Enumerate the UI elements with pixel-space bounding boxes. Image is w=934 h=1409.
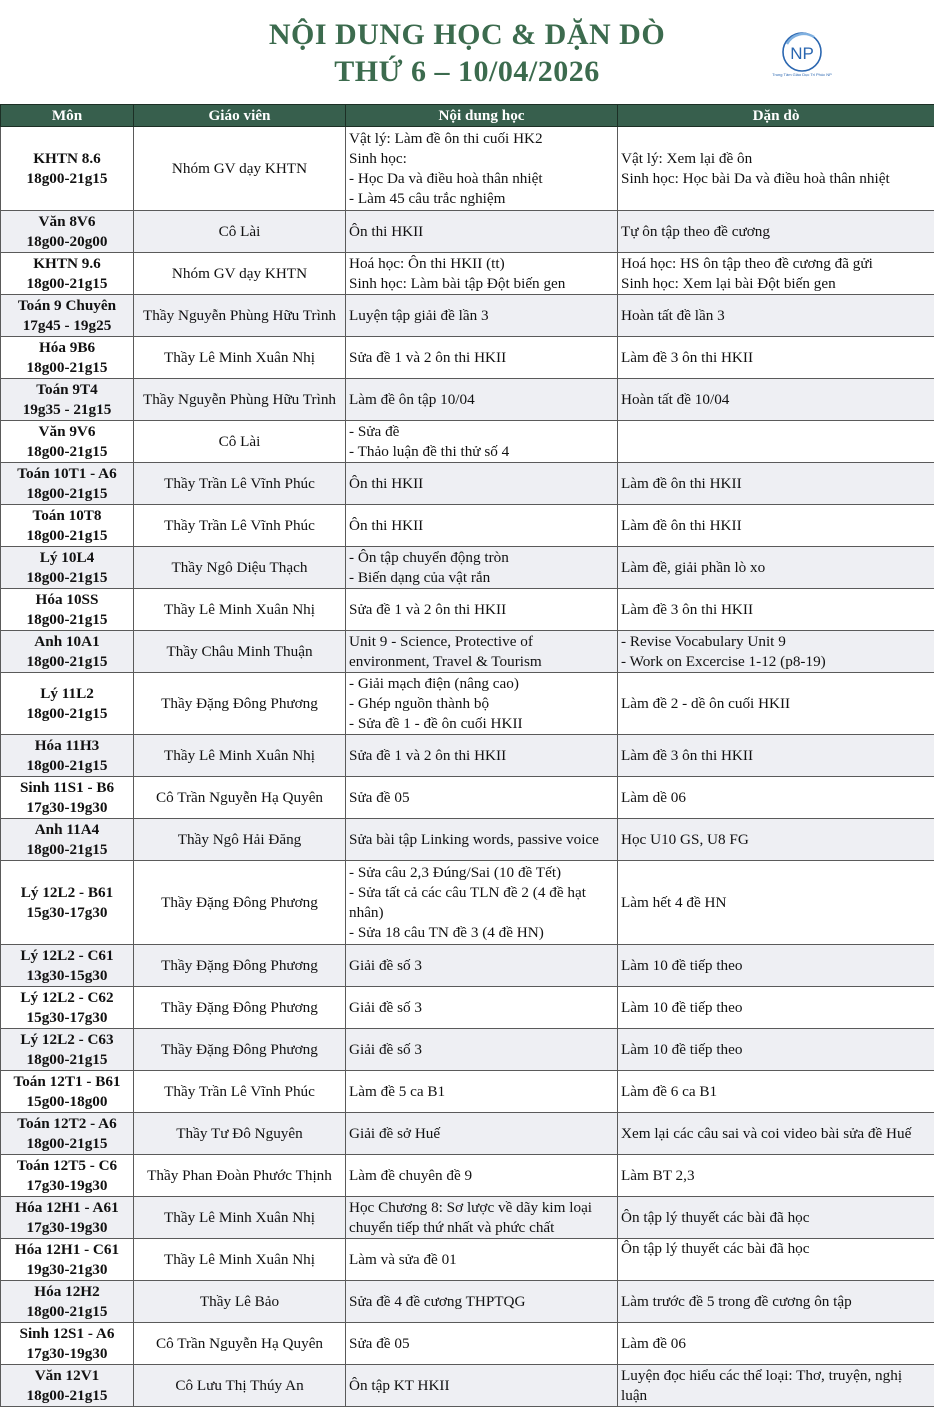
homework-line: Làm 10 đề tiếp theo	[621, 998, 743, 1016]
content-cell	[346, 735, 618, 777]
subject-line: Lý 12L2 - C61	[20, 946, 114, 964]
subject-line: Lý 12L2 - B61	[20, 883, 114, 901]
table-row	[1, 631, 934, 673]
content-cell	[346, 1071, 618, 1113]
content-line: - Làm 45 câu trắc nghiệm	[349, 189, 506, 207]
table-row	[1, 211, 934, 253]
teacher-cell: Cô Lài	[134, 211, 346, 253]
homework-line: Làm trước đề 5 trong đề cương ôn tập	[621, 1292, 852, 1310]
homework-cell	[618, 1029, 934, 1071]
subject-line: Hóa 9B6	[38, 338, 96, 356]
subject-cell	[1, 1281, 134, 1323]
content-line: Ôn tập KT HKII	[349, 1376, 450, 1394]
homework-cell	[618, 211, 934, 253]
subject-line: Hóa 12H1 - C61	[14, 1240, 120, 1258]
subject-line: Toán 10T1 - A6	[17, 464, 117, 482]
content-line: Giải đề số 3	[349, 998, 422, 1016]
subject-cell	[1, 673, 134, 735]
content-line: Sửa đề 1 và 2 ôn thi HKII	[349, 746, 507, 764]
teacher-cell: Thầy Lê Bảo	[134, 1281, 346, 1323]
content-line: - Sửa 18 câu TN đề 3 (4 đề HN)	[349, 923, 544, 941]
subject-line: 17g30-19g30	[26, 1344, 108, 1362]
teacher-cell: Thầy Trần Lê Vĩnh Phúc	[134, 463, 346, 505]
table-row	[1, 337, 934, 379]
teacher-cell: Thầy Đặng Đông Phương	[134, 987, 346, 1029]
teacher-cell: Thầy Lê Minh Xuân Nhị	[134, 1239, 346, 1281]
subject-line: Lý 11L2	[40, 684, 94, 702]
subject-cell	[1, 1071, 134, 1113]
homework-cell	[618, 1071, 934, 1113]
homework-cell	[618, 295, 934, 337]
homework-line: Ôn tập lý thuyết các bài đã học	[621, 1208, 810, 1226]
homework-cell	[618, 505, 934, 547]
homework-cell	[618, 421, 934, 463]
table-row	[1, 777, 934, 819]
subject-line: Toán 12T2 - A6	[17, 1114, 117, 1132]
table-row	[1, 735, 934, 777]
logo-text: NP	[790, 44, 814, 63]
subject-line: 15g30-17g30	[26, 903, 108, 921]
homework-line: Làm đề ôn thi HKII	[621, 516, 742, 534]
content-cell	[346, 463, 618, 505]
teacher-cell: Nhóm GV dạy KHTN	[134, 127, 346, 211]
teacher-cell: Thầy Đặng Đông Phương	[134, 1029, 346, 1071]
subject-line: 19g35 - 21g15	[22, 400, 112, 418]
subject-line: Toán 12T5 - C6	[16, 1156, 118, 1174]
content-line: Làm đề ôn tập 10/04	[349, 390, 475, 408]
table-row	[1, 861, 934, 945]
teacher-cell: Thầy Nguyễn Phùng Hữu Trình	[134, 295, 346, 337]
np-logo-icon	[778, 30, 826, 78]
content-line: - Sửa câu 2,3 Đúng/Sai (10 đề Tết)	[349, 863, 562, 881]
subject-cell	[1, 421, 134, 463]
content-cell	[346, 253, 618, 295]
subject-cell	[1, 1113, 134, 1155]
subject-line: 18g00-21g15	[26, 484, 108, 502]
subject-line: 17g45 - 19g25	[22, 316, 112, 334]
subject-cell	[1, 547, 134, 589]
homework-line: Hoàn tất đề 10/04	[621, 390, 730, 408]
content-line: Sửa đề 1 và 2 ôn thi HKII	[349, 600, 507, 618]
content-cell	[346, 211, 618, 253]
teacher-cell: Thầy Ngô Diệu Thạch	[134, 547, 346, 589]
teacher-cell: Cô Trần Nguyễn Hạ Quyên	[134, 1323, 346, 1365]
subject-line: Lý 12L2 - C63	[20, 1030, 114, 1048]
subject-line: 18g00-21g15	[26, 274, 108, 292]
subject-cell	[1, 127, 134, 211]
subject-cell	[1, 1029, 134, 1071]
column-header-teacher: Giáo viên	[134, 105, 346, 127]
content-cell	[346, 1365, 618, 1407]
subject-line: 18g00-21g15	[26, 756, 108, 774]
homework-line: - Work on Excercise 1-12 (p8-19)	[621, 652, 826, 670]
column-header-subject: Môn	[1, 105, 134, 127]
homework-line: Ôn tập lý thuyết các bài đã học	[621, 1240, 810, 1257]
homework-cell	[618, 735, 934, 777]
column-header-homework: Dặn dò	[618, 105, 934, 127]
subject-line: Anh 11A4	[34, 820, 100, 838]
subject-line: 17g30-19g30	[26, 1176, 108, 1194]
subject-line: 18g00-21g15	[26, 1386, 108, 1404]
content-line: Sửa đề 05	[349, 788, 410, 806]
content-cell	[346, 379, 618, 421]
content-cell	[346, 421, 618, 463]
homework-line: - Revise Vocabulary Unit 9	[621, 632, 786, 650]
content-cell	[346, 1323, 618, 1365]
subject-cell	[1, 505, 134, 547]
teacher-cell: Thầy Đặng Đông Phương	[134, 945, 346, 987]
table-header-row	[1, 105, 934, 127]
homework-line: Tự ôn tập theo đề cương	[621, 222, 770, 240]
table-row	[1, 295, 934, 337]
subject-cell	[1, 463, 134, 505]
subject-line: 17g30-19g30	[26, 798, 108, 816]
teacher-cell: Thầy Lê Minh Xuân Nhị	[134, 735, 346, 777]
page-subtitle-date: THỨ 6 – 10/04/2026	[334, 55, 600, 88]
subject-cell	[1, 861, 134, 945]
subject-line: 15g30-17g30	[26, 1008, 108, 1026]
subject-line: 19g30-21g30	[26, 1260, 108, 1278]
teacher-cell: Cô Lài	[134, 421, 346, 463]
content-cell	[346, 1197, 618, 1239]
teacher-cell: Thầy Lê Minh Xuân Nhị	[134, 589, 346, 631]
homework-line: Làm dề 06	[621, 788, 686, 806]
content-cell	[346, 819, 618, 861]
content-line: Sửa đề 4 đề cương THPTQG	[349, 1292, 526, 1310]
subject-line: 18g00-21g15	[26, 1050, 108, 1068]
subject-cell	[1, 1197, 134, 1239]
homework-cell	[618, 945, 934, 987]
table-body	[1, 127, 934, 1407]
table-row	[1, 1155, 934, 1197]
content-cell	[346, 673, 618, 735]
column-header-content: Nội dung học	[346, 105, 618, 127]
content-cell	[346, 1155, 618, 1197]
subject-line: 18g00-21g15	[26, 1302, 108, 1320]
homework-line: Làm đề 06	[621, 1334, 686, 1352]
subject-line: 18g00-20g00	[26, 232, 108, 250]
content-line: - Học Da và điều hoà thân nhiệt	[349, 169, 543, 187]
homework-cell	[618, 547, 934, 589]
homework-cell	[618, 987, 934, 1029]
subject-line: Toán 10T8	[32, 506, 102, 524]
table-row	[1, 987, 934, 1029]
table-row	[1, 673, 934, 735]
table-row	[1, 379, 934, 421]
content-line: Ôn thi HKII	[349, 222, 424, 240]
subject-line: Văn 12V1	[34, 1366, 100, 1384]
teacher-cell: Thầy Phan Đoàn Phước Thịnh	[134, 1155, 346, 1197]
subject-line: 18g00-21g15	[26, 704, 108, 722]
table-row	[1, 253, 934, 295]
teacher-cell: Cô Trần Nguyễn Hạ Quyên	[134, 777, 346, 819]
content-cell	[346, 337, 618, 379]
subject-line: Toán 9 Chuyên	[17, 296, 117, 314]
homework-line: Xem lại các câu sai và coi video bài sửa đề Huế	[621, 1124, 912, 1142]
table-row	[1, 505, 934, 547]
subject-line: 18g00-21g15	[26, 526, 108, 544]
subject-line: Văn 9V6	[38, 422, 96, 440]
homework-cell	[618, 589, 934, 631]
content-line: Sửa đề 05	[349, 1334, 410, 1352]
subject-line: 15g00-18g00	[26, 1092, 108, 1110]
homework-cell	[618, 673, 934, 735]
content-line: Sinh học:	[349, 149, 407, 167]
homework-cell	[618, 127, 934, 211]
teacher-cell: Thầy Trần Lê Vĩnh Phúc	[134, 505, 346, 547]
subject-cell	[1, 819, 134, 861]
content-cell	[346, 1239, 618, 1281]
homework-line: Làm hết 4 đề HN	[621, 893, 727, 911]
content-line: Ôn thi HKII	[349, 474, 424, 492]
subject-line: Hóa 12H2	[34, 1282, 100, 1300]
subject-cell	[1, 253, 134, 295]
subject-line: 18g00-21g15	[26, 610, 108, 628]
table-row	[1, 1323, 934, 1365]
homework-cell	[618, 1197, 934, 1239]
subject-cell	[1, 589, 134, 631]
subject-cell	[1, 777, 134, 819]
content-line: Unit 9 - Science, Protective of	[349, 632, 533, 650]
content-line: Giải đề sở Huế	[349, 1124, 441, 1142]
content-line: Giải đề số 3	[349, 956, 422, 974]
subject-cell	[1, 631, 134, 673]
subject-line: Lý 10L4	[39, 548, 95, 566]
teacher-cell: Thầy Ngô Hải Đăng	[134, 819, 346, 861]
homework-cell	[618, 1239, 934, 1281]
homework-line: Học U10 GS, U8 FG	[621, 830, 749, 848]
homework-line: Sinh học: Học bài Da và điều hoà thân nhiệt	[621, 169, 890, 187]
homework-cell	[618, 253, 934, 295]
subject-line: 18g00-21g15	[26, 568, 108, 586]
subject-cell	[1, 987, 134, 1029]
content-line: nhân)	[349, 903, 384, 921]
content-line: Làm đề 5 ca B1	[349, 1082, 446, 1100]
subject-line: 18g00-21g15	[26, 1134, 108, 1152]
homework-line: Làm đề 2 - dề ôn cuối HKII	[621, 694, 791, 712]
table-row	[1, 589, 934, 631]
homework-line: Hoá học: HS ôn tập theo đề cương đã gửi	[621, 254, 873, 272]
teacher-cell: Thầy Nguyễn Phùng Hữu Trình	[134, 379, 346, 421]
content-line: chuyển tiếp thứ nhất và phức chất	[349, 1218, 555, 1236]
subject-line: Anh 10A1	[34, 632, 100, 650]
homework-cell	[618, 1281, 934, 1323]
subject-line: Hóa 12H1 - A61	[15, 1198, 119, 1216]
content-cell	[346, 945, 618, 987]
subject-cell	[1, 295, 134, 337]
content-line: - Sửa đề 1 - đề ôn cuối HKII	[349, 714, 523, 732]
content-cell	[346, 631, 618, 673]
subject-cell	[1, 337, 134, 379]
table-row	[1, 127, 934, 211]
homework-line: Làm đề 6 ca B1	[621, 1082, 718, 1100]
homework-line: Làm đề ôn thi HKII	[621, 474, 742, 492]
homework-line: Vật lý: Xem lại đề ôn	[621, 149, 753, 167]
homework-line: Làm 10 đề tiếp theo	[621, 956, 743, 974]
schedule-table	[0, 104, 934, 1407]
content-cell	[346, 295, 618, 337]
subject-line: 18g00-21g15	[26, 840, 108, 858]
content-cell	[346, 861, 618, 945]
homework-line: Sinh học: Xem lại bài Đột biến gen	[621, 274, 836, 292]
teacher-cell: Thầy Lê Minh Xuân Nhị	[134, 337, 346, 379]
homework-line: Làm 10 đề tiếp theo	[621, 1040, 743, 1058]
homework-line: luận	[621, 1386, 648, 1404]
content-cell	[346, 505, 618, 547]
homework-cell	[618, 861, 934, 945]
table-row	[1, 819, 934, 861]
homework-cell	[618, 631, 934, 673]
table-row	[1, 1071, 934, 1113]
content-line: Hoá học: Ôn thi HKII (tt)	[349, 254, 505, 272]
homework-line: Làm BT 2,3	[621, 1166, 695, 1184]
table-row	[1, 1197, 934, 1239]
table-row	[1, 547, 934, 589]
homework-cell	[618, 337, 934, 379]
content-cell	[346, 1281, 618, 1323]
subject-line: 13g30-15g30	[26, 966, 108, 984]
content-line: Sửa bài tập Linking words, passive voice	[349, 830, 599, 848]
content-line: Ôn thi HKII	[349, 516, 424, 534]
homework-line: Luyện đọc hiểu các thể loại: Thơ, truyện, nghị	[621, 1366, 903, 1384]
subject-line: KHTN 9.6	[33, 254, 101, 272]
content-cell	[346, 127, 618, 211]
homework-cell	[618, 1365, 934, 1407]
content-line: Giải đề số 3	[349, 1040, 422, 1058]
logo-caption: Trung Tâm Giáo Dục Tri Phúc NP	[772, 72, 832, 77]
page-title: NỘI DUNG HỌC & DẶN DÒ	[268, 18, 666, 51]
teacher-cell: Thầy Tư Đô Nguyên	[134, 1113, 346, 1155]
subject-cell	[1, 945, 134, 987]
teacher-cell: Thầy Trần Lê Vĩnh Phúc	[134, 1071, 346, 1113]
table-row	[1, 945, 934, 987]
homework-line: Làm đề 3 ôn thi HKII	[621, 600, 754, 618]
homework-cell	[618, 1155, 934, 1197]
content-line: - Thảo luận đề thi thử số 4	[349, 442, 510, 460]
subject-cell	[1, 211, 134, 253]
content-cell	[346, 589, 618, 631]
subject-line: Toán 12T1 - B61	[13, 1072, 121, 1090]
content-line: Luyện tập giải đề lần 3	[349, 306, 489, 324]
homework-cell	[618, 1113, 934, 1155]
subject-cell	[1, 379, 134, 421]
content-line: - Giải mạch điện (nâng cao)	[349, 674, 519, 692]
teacher-cell: Thầy Châu Minh Thuận	[134, 631, 346, 673]
teacher-cell: Thầy Đặng Đông Phương	[134, 861, 346, 945]
content-line: Sửa đề 1 và 2 ôn thi HKII	[349, 348, 507, 366]
content-cell	[346, 1029, 618, 1071]
teacher-cell: Cô Lưu Thị Thúy An	[134, 1365, 346, 1407]
subject-line: Sinh 11S1 - B6	[19, 778, 115, 796]
content-line: - Ôn tập chuyển động tròn	[349, 548, 509, 566]
homework-line: Làm đề, giải phần lò xo	[621, 558, 766, 576]
content-line: - Sửa đề	[349, 422, 400, 440]
table-row	[1, 1365, 934, 1407]
teacher-cell: Nhóm GV dạy KHTN	[134, 253, 346, 295]
content-line: Làm và sửa đề 01	[349, 1250, 457, 1268]
subject-line: 18g00-21g15	[26, 358, 108, 376]
table-row	[1, 1029, 934, 1071]
content-cell	[346, 547, 618, 589]
content-cell	[346, 1113, 618, 1155]
homework-cell	[618, 777, 934, 819]
subject-line: 18g00-21g15	[26, 652, 108, 670]
subject-line: 17g30-19g30	[26, 1218, 108, 1236]
homework-cell	[618, 1323, 934, 1365]
table-row	[1, 463, 934, 505]
subject-cell	[1, 1323, 134, 1365]
subject-line: Toán 9T4	[36, 380, 98, 398]
teacher-cell: Thầy Đặng Đông Phương	[134, 673, 346, 735]
subject-line: Hóa 11H3	[34, 736, 100, 754]
subject-cell	[1, 1365, 134, 1407]
homework-cell	[618, 463, 934, 505]
subject-line: KHTN 8.6	[33, 149, 101, 167]
content-line: - Ghép nguồn thành bộ	[349, 694, 490, 712]
table-row	[1, 1281, 934, 1323]
subject-line: 18g00-21g15	[26, 169, 108, 187]
table-row	[1, 421, 934, 463]
subject-cell	[1, 1155, 134, 1197]
subject-cell	[1, 735, 134, 777]
subject-line: Văn 8V6	[38, 212, 96, 230]
content-line: - Biến dạng của vật rắn	[349, 568, 491, 586]
subject-line: Hóa 10SS	[35, 590, 99, 608]
content-line: Vật lý: Làm đề ôn thi cuối HK2	[349, 129, 543, 147]
subject-line: Sinh 12S1 - A6	[19, 1324, 115, 1342]
homework-line: Làm đề 3 ôn thi HKII	[621, 746, 754, 764]
content-cell	[346, 987, 618, 1029]
content-line: - Sửa tất cả các câu TLN đề 2 (4 đề hạt	[349, 883, 586, 901]
content-line: environment, Travel & Tourism	[349, 652, 542, 670]
subject-line: Lý 12L2 - C62	[20, 988, 114, 1006]
homework-cell	[618, 819, 934, 861]
page-header	[0, 0, 934, 104]
subject-line: 18g00-21g15	[26, 442, 108, 460]
table-row	[1, 1239, 934, 1281]
homework-line: Hoàn tất đề lần 3	[621, 306, 725, 324]
subject-cell	[1, 1239, 134, 1281]
homework-line: Làm đề 3 ôn thi HKII	[621, 348, 754, 366]
teacher-cell: Thầy Lê Minh Xuân Nhị	[134, 1197, 346, 1239]
content-cell	[346, 777, 618, 819]
content-line: Sinh học: Làm bài tập Đột biến gen	[349, 274, 566, 292]
content-line: Học Chương 8: Sơ lược về dãy kim loại	[349, 1198, 593, 1216]
content-line: Làm đề chuyên đề 9	[349, 1166, 473, 1184]
table-row	[1, 1113, 934, 1155]
homework-cell	[618, 379, 934, 421]
